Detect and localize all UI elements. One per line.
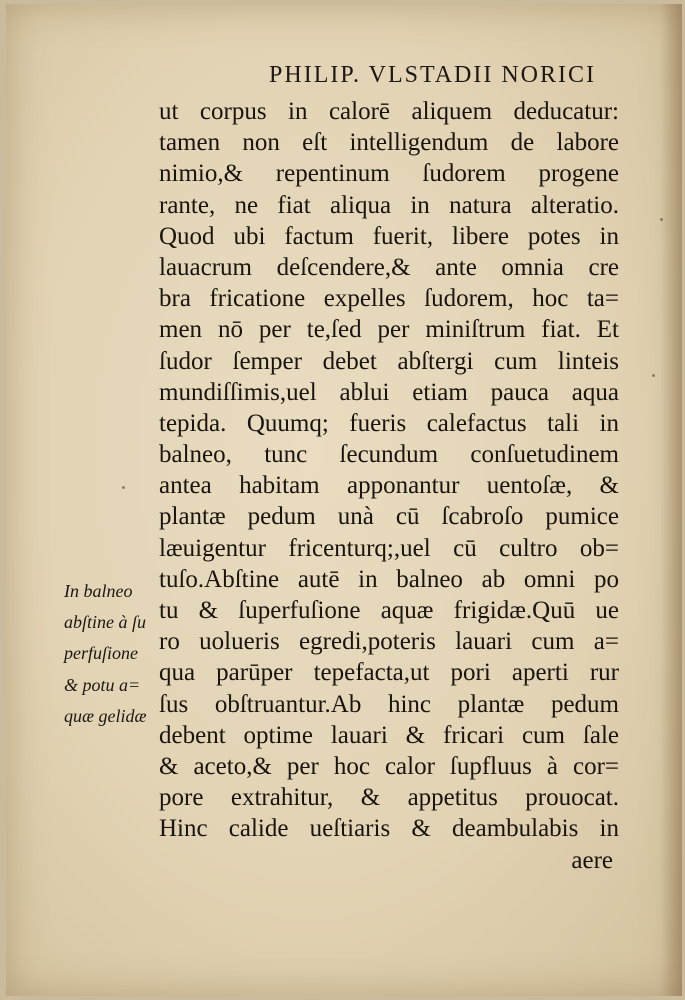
text-line: plantæ pedum unà cū ſcabroſo pumice (159, 503, 619, 531)
marginal-note-line: In balneo (64, 581, 133, 601)
book-page (6, 4, 682, 996)
text-line: lauacrum deſcendere,& ante omnia cre (159, 253, 619, 281)
text-line: ſus obſtruantur.Ab hinc plantæ pedum (159, 690, 619, 718)
text-line: ſudor ſemper debet abſtergi cum linteis (159, 347, 619, 375)
catchword: aere (571, 846, 613, 874)
marginal-note-line: & potu a= (64, 674, 141, 695)
text-line: Quod ubi factum fuerit, libere potes in (159, 222, 619, 250)
text-line: qua parūper tepefacta,ut pori aperti rur (159, 659, 619, 687)
text-line: ut corpus in calorē aliquem deducatur: (159, 98, 619, 125)
ink-speck (652, 374, 655, 377)
marginal-note-line: abſtine à ſu (64, 612, 146, 633)
text-line: men nō per te,ſed per miniſtrum fiat. Et (159, 316, 619, 344)
text-line: nimio,& repentinum ſudorem progene (159, 160, 619, 188)
text-line: debent optime lauari & fricari cum ſale (159, 721, 619, 749)
text-line: tu & ſuperfuſione aquæ frigidæ.Quū ue (159, 597, 619, 624)
main-text-block (159, 96, 619, 876)
text-line: bra fricatione expelles ſudorem, hoc ta= (159, 285, 619, 313)
text-line: balneo, tunc ſecundum conſuetudinem (159, 441, 619, 469)
text-line: mundiſſimis,uel ablui etiam pauca aqua (159, 378, 619, 406)
text-line: tuſo.Abſtine autē in balneo ab omni po (159, 565, 619, 593)
marginal-note-line: perfuſione (64, 643, 138, 664)
page-gutter-shadow (660, 4, 682, 996)
text-line: tamen non eſt intelligendum de labore (159, 129, 619, 157)
ink-speck (660, 218, 663, 221)
marginal-note-line: quæ gelidæ (64, 705, 147, 726)
text-line: antea habitam apponantur uentoſæ, & (159, 472, 619, 500)
text-line: & aceto,& per hoc calor ſupfluus à cor= (159, 752, 619, 780)
text-line: ro uolueris egredi,poteris lauari cum a= (159, 628, 619, 656)
ink-speck (122, 486, 125, 489)
text-line: rante, ne fiat aliqua in natura alteratio. (159, 191, 619, 219)
running-header: PHILIP. VLSTADII NORICI (269, 62, 596, 88)
text-line: tepida. Quumq; fueris calefactus tali in (159, 409, 619, 437)
text-line: læuigentur fricenturq;,uel cū cultro ob= (159, 534, 619, 562)
text-line: pore extrahitur, & appetitus prouocat. (159, 784, 619, 812)
marginal-note (64, 576, 154, 732)
text-line: Hinc calide ueſtiaris & deambulabis in (159, 815, 619, 843)
